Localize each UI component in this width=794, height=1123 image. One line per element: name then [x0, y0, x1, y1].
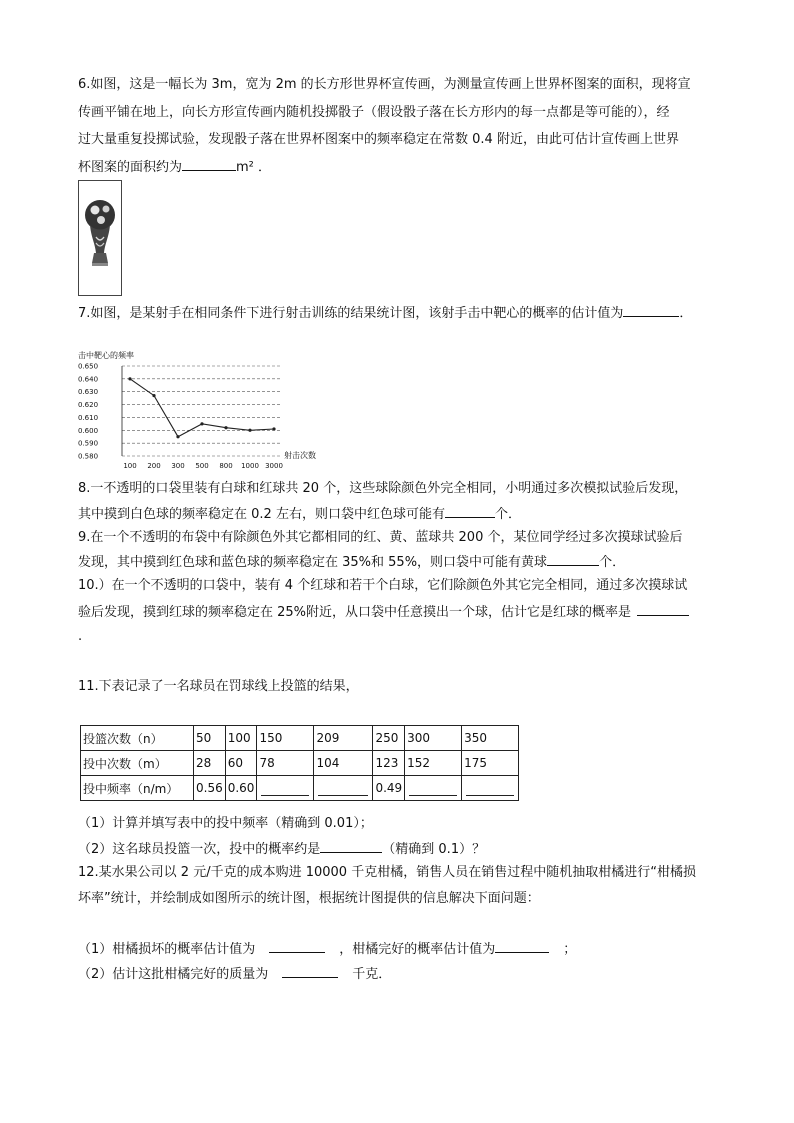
table-cell: 250 [373, 726, 405, 751]
q12-part2-a: （2）估计这批柑橘完好的质量为 [78, 967, 269, 982]
x-tick-label: 500 [195, 462, 209, 470]
q10-line-1: 10.）在一个不透明的口袋中，装有 4 个红球和若干个白球，它们除颜色外其它完全相同，通过多次摸球试 [78, 578, 688, 593]
table-cell: 300 [405, 726, 462, 751]
data-point [200, 422, 203, 425]
table-cell: 350 [462, 726, 519, 751]
q6-line-1: 6.如图，这是一幅长为 3m，宽为 2m 的长方形世界杯宣传画，为测量宣传画上世界杯图案的面积，现将宣 [78, 77, 691, 92]
q12-part2-b: 千克． [352, 967, 392, 982]
table-cell: 0.49 [373, 776, 405, 801]
data-point [224, 426, 227, 429]
q11-intro: 11.下表记录了一名球员在罚球线上投篮的结果， [78, 679, 359, 694]
q11-part2-suffix: （精确到 0.1）？ [382, 842, 486, 857]
table-cell: 104 [314, 751, 373, 776]
q7-line [78, 302, 692, 325]
data-point [176, 435, 179, 438]
x-tick-label: 3000 [265, 462, 283, 470]
world-cup-trophy-icon [79, 181, 121, 295]
data-line [130, 379, 274, 437]
q7-suffix: ． [679, 306, 693, 321]
table-cell: 209 [314, 726, 373, 751]
x-tick-label: 200 [147, 462, 161, 470]
q8-prefix: 其中摸到白色球的频率稳定在 0.2 左右，则口袋中红色球可能有 [78, 507, 445, 522]
q12-answer-blank-3 [282, 963, 338, 978]
q7-prefix: 7.如图，是某射手在相同条件下进行射击训练的结果统计图，该射手击中靶心的概率的估计值为 [78, 306, 624, 321]
q6-suffix: m² ． [236, 160, 272, 175]
table-cell: 150 [257, 726, 314, 751]
data-point [128, 377, 131, 380]
q10-line-3: . [78, 629, 83, 644]
table-cell: 78 [257, 751, 314, 776]
y-tick-label: 0.630 [78, 388, 99, 397]
table-cell: 0.56 [194, 776, 226, 801]
q8-line-1: 8.一不透明的口袋里装有白球和红球共 20 个，这些球除颜色外完全相同，小明通过多次模拟试验后发现， [78, 481, 688, 496]
table-cell: 175 [462, 751, 519, 776]
data-point [248, 429, 251, 432]
table-blank-cell [462, 776, 519, 801]
q6-prefix: 杯图案的面积约为 [78, 160, 183, 175]
table-blank-cell [257, 776, 314, 801]
chart-title: 击中靶心的频率 [78, 351, 134, 360]
q9-suffix: 个． [599, 555, 626, 570]
y-tick-label: 0.650 [78, 362, 99, 371]
q12-answer-blank-2 [495, 938, 549, 953]
q6-line-2: 传画平铺在地上，向长方形宣传画内随机投掷骰子（假设骰子落在长方形内的每一点都是等可能的），经 [78, 105, 670, 120]
q10-text: 验后发现，摸到红球的频率稳定在 25%附近，从口袋中任意摸出一个球，估计它是红球的概率是 [78, 605, 632, 620]
q9-line-2 [78, 551, 625, 574]
table-blank-cell [314, 776, 373, 801]
table-cell: 50 [194, 726, 226, 751]
q11-answer-blank [320, 838, 382, 853]
data-point [272, 427, 275, 430]
y-tick-label: 0.620 [78, 401, 99, 410]
y-tick-label: 0.580 [78, 452, 99, 461]
q9-prefix: 发现，其中摸到红色球和蓝色球的频率稳定在 35%和 55%，则口袋中可能有黄球 [78, 555, 548, 570]
table-cell: 投中次数（m） [81, 751, 194, 776]
y-tick-label: 0.590 [78, 439, 99, 448]
y-tick-label: 0.600 [78, 426, 99, 435]
basketball-table [80, 725, 519, 801]
q9-line-1: 9.在一个不透明的布袋中有除颜色外其它都相同的红、黄、蓝球共 200 个，某位同学经过多次摸球试验后 [78, 530, 683, 545]
x-tick-label: 800 [219, 462, 233, 470]
q12-part-1 [78, 938, 576, 961]
q12-line-1: 12.某水果公司以 2 元/千克的成本购进 10000 千克柑橘，销售人员在销售过程中随机抽取柑橘进行“柑橘损 [78, 865, 696, 880]
table-cell: 123 [373, 751, 405, 776]
q8-line-2 [78, 503, 521, 526]
q8-answer-blank [445, 503, 495, 518]
q12-part-2 [78, 963, 391, 986]
table-cell: 60 [225, 751, 257, 776]
q11-part2-prefix: （2）这名球员投篮一次，投中的概率约是 [78, 842, 321, 857]
q7-answer-blank [623, 302, 679, 317]
q10-line-2 [78, 601, 689, 624]
table-cell: 28 [194, 751, 226, 776]
table-cell: 152 [405, 751, 462, 776]
q12-line-2: 坏率”统计，并绘制成如图所示的统计图，根据统计图提供的信息解决下面问题： [78, 891, 540, 906]
y-tick-label: 0.610 [78, 413, 99, 422]
q12-part1-c: ； [563, 942, 577, 957]
x-tick-label: 1000 [241, 462, 259, 470]
q11-part-1: （1）计算并填写表中的投中频率（精确到 0.01）； [78, 816, 373, 831]
table-cell: 投中频率（n/m） [81, 776, 194, 801]
data-point [152, 394, 155, 397]
table-row [81, 726, 519, 751]
q12-part1-b: ，柑橘完好的概率估计值为 [339, 942, 496, 957]
q11-part-2 [78, 838, 485, 861]
x-tick-label: 100 [123, 462, 137, 470]
q10-answer-blank [637, 601, 689, 616]
world-cup-image [78, 180, 122, 296]
table-row [81, 776, 519, 801]
q6-answer-blank [182, 156, 236, 171]
x-axis-label: 射击次数 [284, 451, 316, 460]
table-cell: 0.60 [225, 776, 257, 801]
q6-line-4 [78, 156, 271, 179]
y-tick-label: 0.640 [78, 375, 99, 384]
q12-part1-a: （1）柑橘损坏的概率估计值为 [78, 942, 256, 957]
table-row [81, 751, 519, 776]
q6-line-3: 过大量重复投掷试验，发现骰子落在世界杯图案中的频率稳定在常数 0.4 附近，由此可估计宣传画上世界 [78, 132, 679, 147]
table-blank-cell [405, 776, 462, 801]
q12-answer-blank-1 [269, 938, 325, 953]
shooting-frequency-chart [76, 348, 346, 476]
q9-answer-blank [547, 551, 599, 566]
q8-suffix: 个． [494, 507, 521, 522]
x-tick-label: 300 [171, 462, 185, 470]
table-cell: 投篮次数（n） [81, 726, 194, 751]
table-cell: 100 [225, 726, 257, 751]
